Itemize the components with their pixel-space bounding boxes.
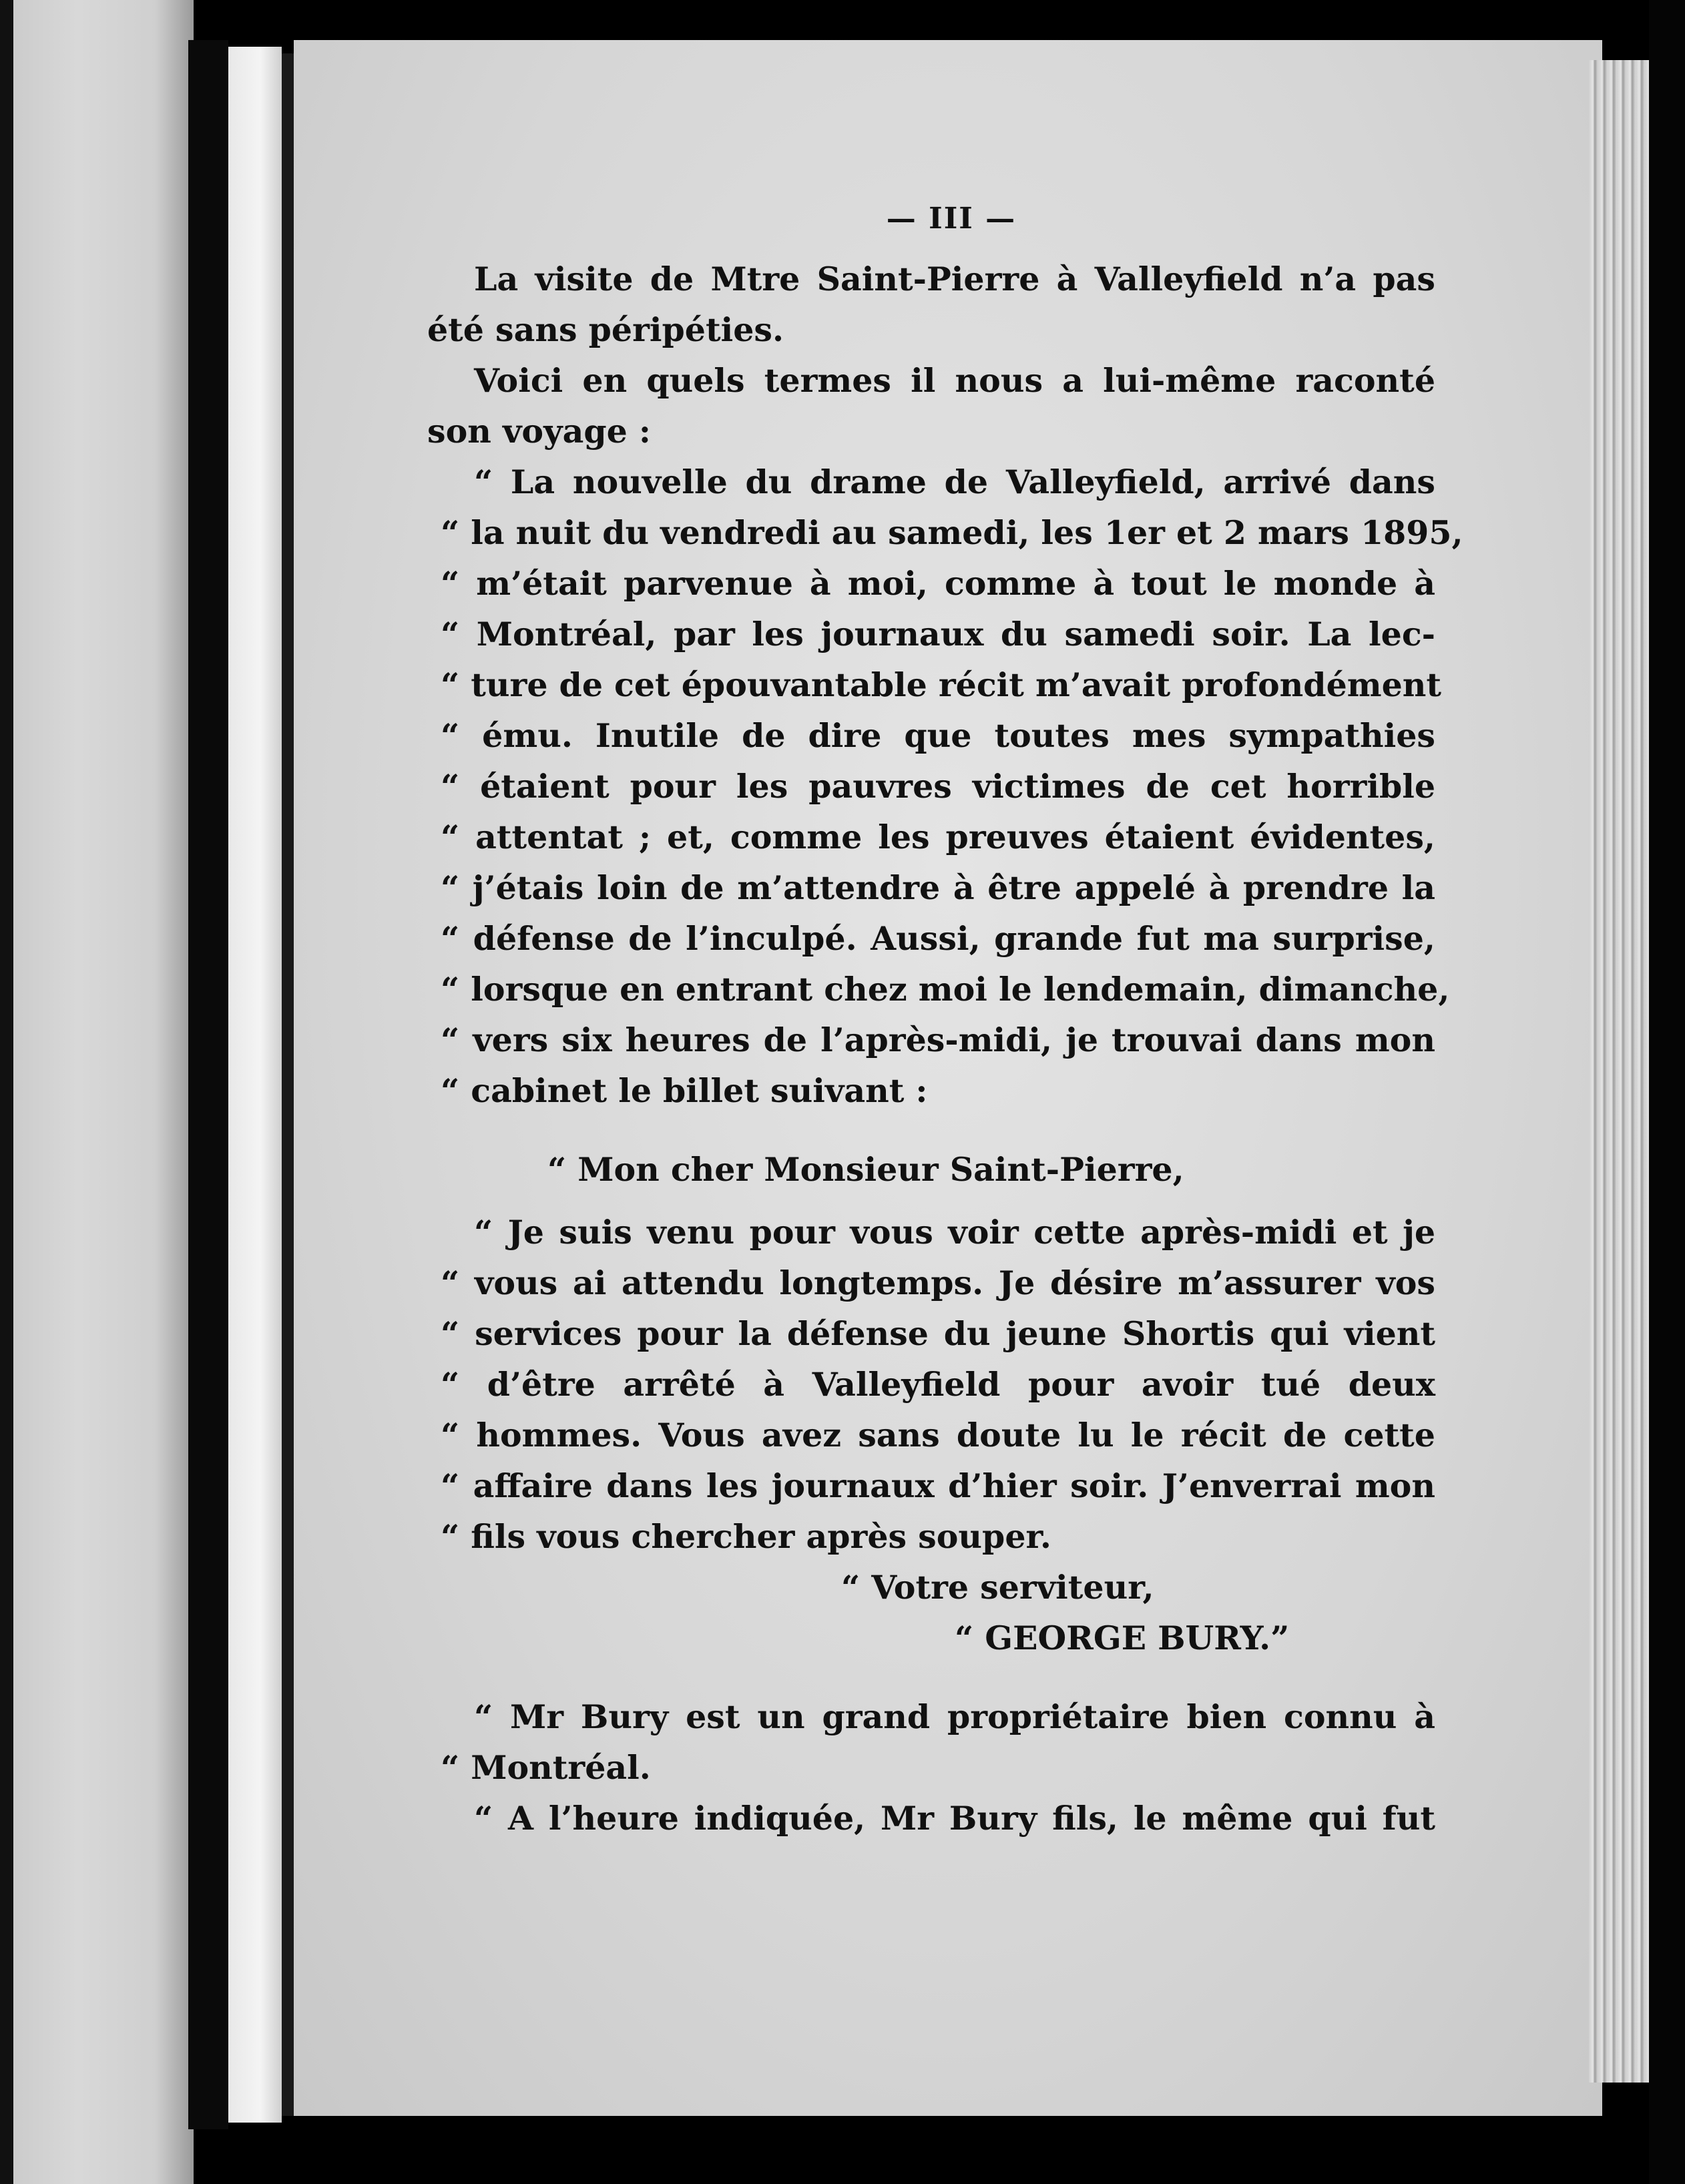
paragraph-after-letter [427, 1691, 1435, 1793]
text-line: “ défense de l’inculpé. Aussi, grande fut ma surprise, [441, 919, 1435, 958]
text-line: “ la nuit du vendredi au samedi, les 1er et 2 mars 1895, [441, 513, 1463, 552]
text-line: “ vous ai attendu longtemps. Je désire m’assurer vos [441, 1264, 1435, 1302]
text-line: “ La nouvelle du drame de Valleyfield, arrivé dans [474, 463, 1435, 501]
page-edges [1589, 60, 1649, 2083]
paragraph-2 [427, 355, 1435, 457]
letter-closing: “ Votre serviteur, [841, 1568, 1154, 1607]
page-number-header: — III — [886, 202, 1017, 236]
text-line: “ vers six heures de l’après-midi, je trouvai dans mon [441, 1021, 1435, 1059]
letter-body [427, 1207, 1435, 1562]
text-line: “ fils vous chercher après souper. [441, 1517, 1051, 1556]
text-line: “ Je suis venu pour vous voir cette après-midi et je [474, 1213, 1435, 1252]
text-line: son voyage : [427, 412, 651, 451]
text-line: “ d’être arrêté à Valleyfield pour avoir tué deux [441, 1365, 1435, 1404]
quote-paragraph [427, 457, 1463, 1116]
text-line: “ lorsque en entrant chez moi le lendemain, dimanche, [441, 970, 1450, 1009]
left-page-edge [0, 0, 194, 2184]
text-line: été sans péripéties. [427, 310, 784, 349]
paragraph-1 [427, 254, 1435, 355]
text-line: Voici en quels termes il nous a lui-même raconté [474, 361, 1435, 400]
letter-signature: “ GEORGE BURY.” [955, 1619, 1290, 1657]
text-line: “ j’étais loin de m’attendre à être appelé à prendre la [441, 868, 1435, 907]
letter-salutation: “ Mon cher Monsieur Saint-Pierre, [547, 1150, 1184, 1189]
text-line: “ ému. Inutile de dire que toutes mes sympathies [441, 716, 1435, 755]
text-line: “ Montréal. [441, 1748, 651, 1787]
binding-strip [228, 47, 282, 2123]
text-line: “ ture de cet épouvantable récit m’avait profondément [441, 665, 1442, 704]
text-line: “ Mr Bury est un grand propriétaire bien connu à [474, 1697, 1435, 1736]
text-line: “ A l’heure indiquée, Mr Bury fils, le même qui fut [474, 1799, 1435, 1838]
text-line: “ Montréal, par les journaux du samedi soir. La lec- [441, 615, 1435, 653]
binding-gutter [282, 53, 295, 2116]
text-line: La visite de Mtre Saint-Pierre à Valleyfield n’a pas [474, 260, 1435, 298]
text-line: “ hommes. Vous avez sans doute lu le récit de cette [441, 1416, 1435, 1454]
text-line: “ attentat ; et, comme les preuves étaient évidentes, [441, 818, 1435, 856]
text-line: “ services pour la défense du jeune Shortis qui vient [441, 1314, 1435, 1353]
scan-shadow-right [1649, 0, 1685, 2184]
page-text [427, 194, 1463, 1844]
text-line: “ étaient pour les pauvres victimes de cet horrible [441, 767, 1435, 806]
book-binding [188, 40, 228, 2129]
text-line: “ m’était parvenue à moi, comme à tout le monde à [441, 564, 1435, 603]
scan-shadow-left [0, 0, 13, 2184]
text-line: “ cabinet le billet suivant : [441, 1071, 928, 1110]
text-line: “ affaire dans les journaux d’hier soir. J’enverrai mon [441, 1466, 1435, 1505]
final-paragraph [427, 1793, 1435, 1844]
